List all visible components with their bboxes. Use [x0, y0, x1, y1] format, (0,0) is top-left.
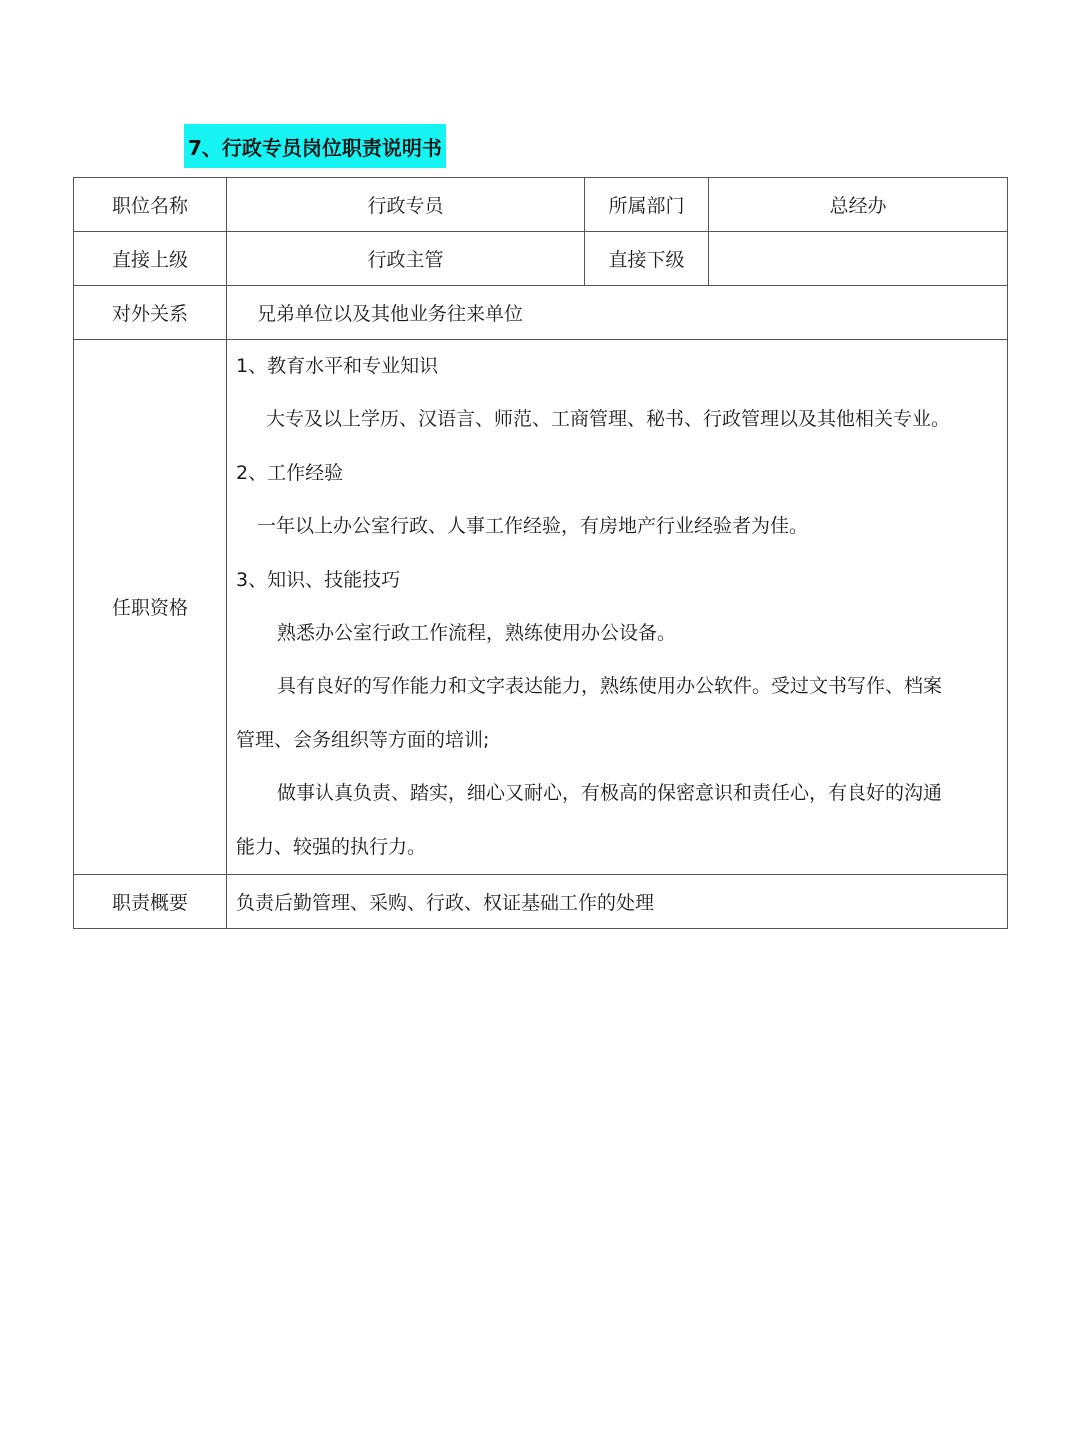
position-value: 行政专员 [227, 178, 585, 232]
superior-label: 直接上级 [74, 232, 227, 286]
table-row [74, 178, 1008, 232]
qualification-text: 管理、会务组织等方面的培训; [236, 728, 490, 751]
position-label: 职位名称 [74, 178, 227, 232]
table-row [74, 874, 1008, 928]
table-row [74, 286, 1008, 340]
job-description-table [73, 177, 1008, 929]
external-relations-label: 对外关系 [74, 286, 227, 340]
superior-value: 行政主管 [227, 232, 585, 286]
qualification-text: 大专及以上学历、汉语言、师范、工商管理、秘书、行政管理以及其他相关专业。 [266, 408, 951, 431]
summary-label: 职责概要 [74, 874, 227, 928]
summary-value: 负责后勤管理、采购、行政、权证基础工作的处理 [227, 874, 1008, 928]
qualification-text: 做事认真负责、踏实，细心又耐心，有极高的保密意识和责任心，有良好的沟通 [277, 782, 943, 805]
department-label: 所属部门 [585, 178, 709, 232]
qualification-content [227, 340, 1008, 875]
document-title: 7、行政专员岗位职责说明书 [184, 124, 446, 168]
subordinate-label: 直接下级 [585, 232, 709, 286]
qualification-text: 具有良好的写作能力和文字表达能力，熟练使用办公软件。受过文书写作、档案 [277, 675, 943, 698]
qualification-heading: 1、教育水平和专业知识 [236, 355, 439, 377]
qualification-heading: 2、工作经验 [236, 461, 344, 484]
table-row [74, 340, 1008, 875]
qualification-text: 能力、较强的执行力。 [236, 835, 427, 858]
qualification-label: 任职资格 [74, 340, 227, 875]
external-relations-value: 兄弟单位以及其他业务往来单位 [227, 286, 1008, 340]
qualification-text: 熟悉办公室行政工作流程，熟练使用办公设备。 [277, 621, 677, 644]
table-row [74, 232, 1008, 286]
department-value: 总经办 [709, 178, 1008, 232]
subordinate-value [709, 232, 1008, 286]
qualification-heading: 3、知识、技能技巧 [236, 568, 401, 591]
qualification-text: 一年以上办公室行政、人事工作经验，有房地产行业经验者为佳。 [257, 515, 809, 538]
